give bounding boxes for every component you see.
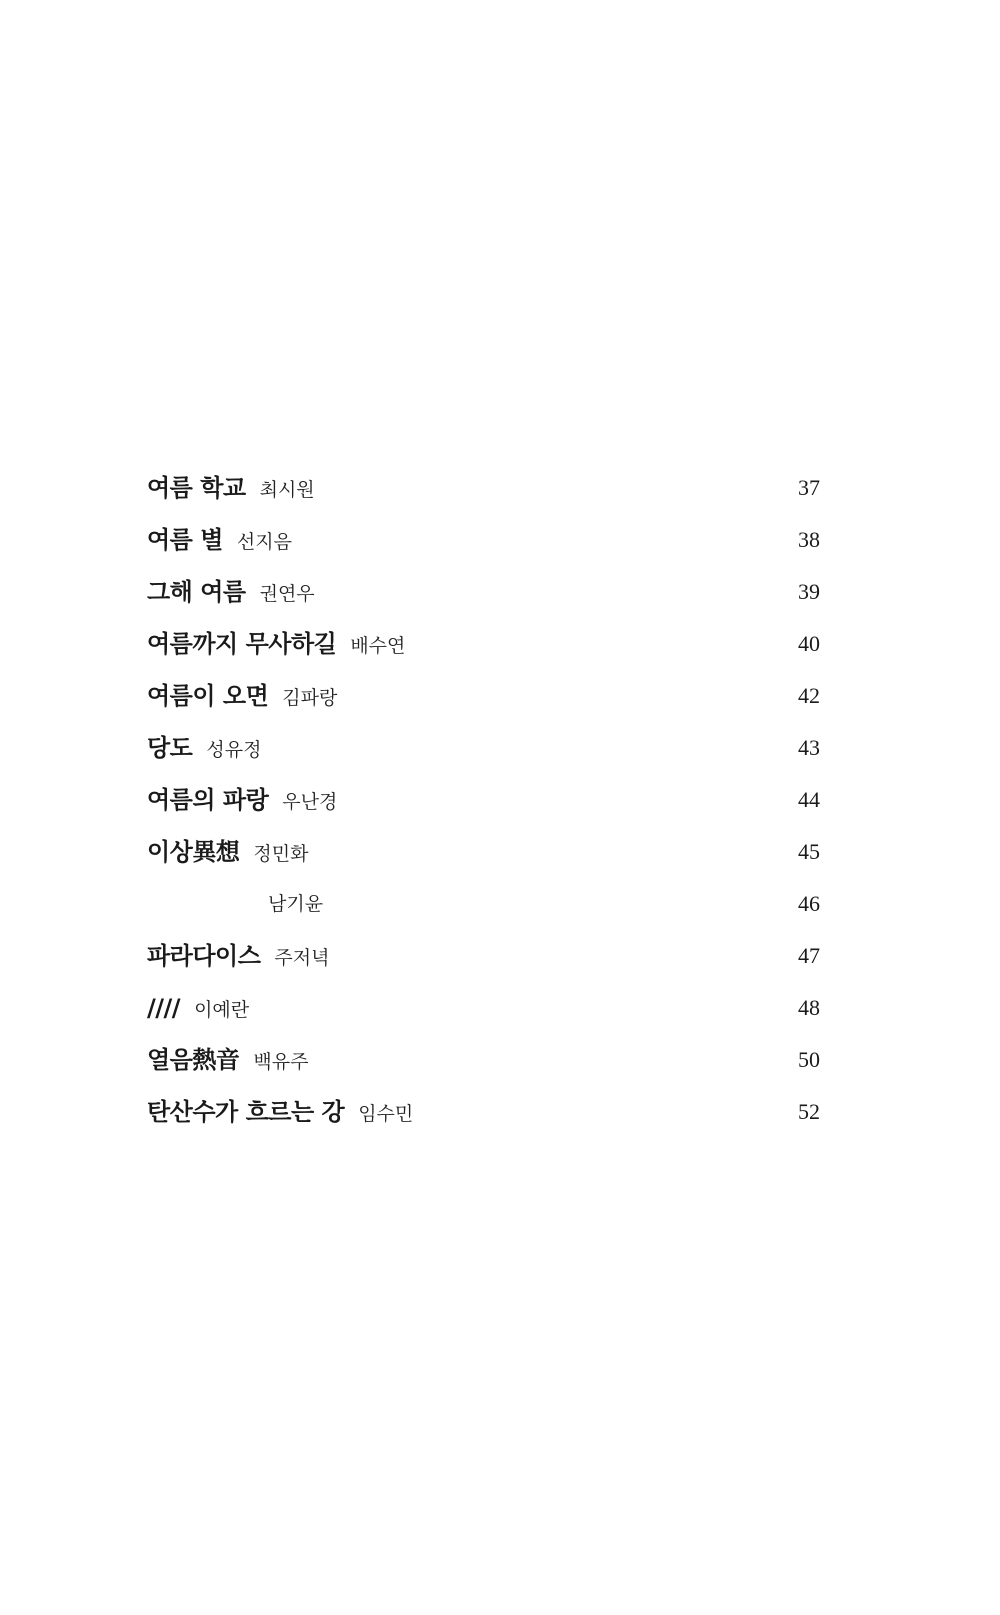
toc-entry-author: 최시원 bbox=[259, 479, 315, 501]
toc-entry-page: 52 bbox=[798, 1099, 820, 1124]
toc-entry-title: 여름이 오면 bbox=[147, 682, 269, 710]
toc-entry[interactable] bbox=[147, 826, 820, 878]
toc-entry-page: 48 bbox=[798, 995, 820, 1020]
toc-entry-title: 당도 bbox=[147, 734, 193, 762]
toc-entry-page: 37 bbox=[798, 475, 820, 500]
toc-entry-author: 성유정 bbox=[206, 739, 262, 761]
toc-entry-page: 42 bbox=[798, 683, 820, 708]
toc-entry-page: 50 bbox=[798, 1047, 820, 1072]
toc-entry[interactable] bbox=[147, 670, 820, 722]
toc-entry-page: 40 bbox=[798, 631, 820, 656]
toc-entry-page: 39 bbox=[798, 579, 820, 604]
toc-entry-title: 여름까지 무사하길 bbox=[147, 630, 337, 658]
toc-entry-author: 백유주 bbox=[253, 1051, 309, 1073]
toc-entry[interactable] bbox=[147, 878, 820, 930]
toc-entry[interactable] bbox=[147, 1086, 820, 1138]
toc-entry-page: 38 bbox=[798, 527, 820, 552]
toc-entry[interactable] bbox=[147, 514, 820, 566]
toc-entry-author: 임수민 bbox=[358, 1103, 414, 1125]
toc-entry-title: 여름 별 bbox=[147, 526, 223, 554]
toc-entry-title: 이상異想 bbox=[147, 838, 240, 866]
toc-entry[interactable] bbox=[147, 618, 820, 670]
toc-entry-page: 46 bbox=[798, 891, 820, 916]
toc-entry-title: 여름의 파랑 bbox=[147, 786, 269, 814]
toc-entry-page: 47 bbox=[798, 943, 820, 968]
toc-entry-author: 배수연 bbox=[350, 635, 406, 657]
toc-entry-title: 파라다이스 bbox=[147, 942, 261, 970]
table-of-contents bbox=[147, 462, 820, 1138]
toc-entry-title: 그해 여름 bbox=[147, 578, 246, 606]
toc-entry-title: 열음熱音 bbox=[147, 1046, 240, 1074]
toc-entry-author: 우난경 bbox=[282, 791, 338, 813]
toc-entry[interactable] bbox=[147, 774, 820, 826]
toc-entry-page: 43 bbox=[798, 735, 820, 760]
toc-entry[interactable] bbox=[147, 1034, 820, 1086]
toc-entry-author: 김파랑 bbox=[282, 687, 338, 709]
toc-entry-page: 45 bbox=[798, 839, 820, 864]
toc-entry-author: 권연우 bbox=[259, 583, 315, 605]
toc-entry[interactable] bbox=[147, 566, 820, 618]
toc-entry[interactable] bbox=[147, 722, 820, 774]
toc-entry-author: 이예란 bbox=[194, 999, 250, 1021]
toc-entry[interactable] bbox=[147, 462, 820, 514]
toc-entry-title: //// bbox=[147, 994, 181, 1022]
toc-entry-page: 44 bbox=[798, 787, 820, 812]
toc-entry-title: 탄산수가 흐르는 강 bbox=[147, 1098, 345, 1126]
toc-entry-author: 남기윤 bbox=[268, 893, 324, 915]
toc-entry[interactable] bbox=[147, 982, 820, 1034]
toc-entry-author: 선지음 bbox=[236, 531, 292, 553]
toc-entry-author: 정민화 bbox=[253, 843, 309, 865]
toc-entry-title: 여름 학교 bbox=[147, 474, 246, 502]
toc-entry[interactable] bbox=[147, 930, 820, 982]
toc-entry-author: 주저녁 bbox=[274, 947, 330, 969]
